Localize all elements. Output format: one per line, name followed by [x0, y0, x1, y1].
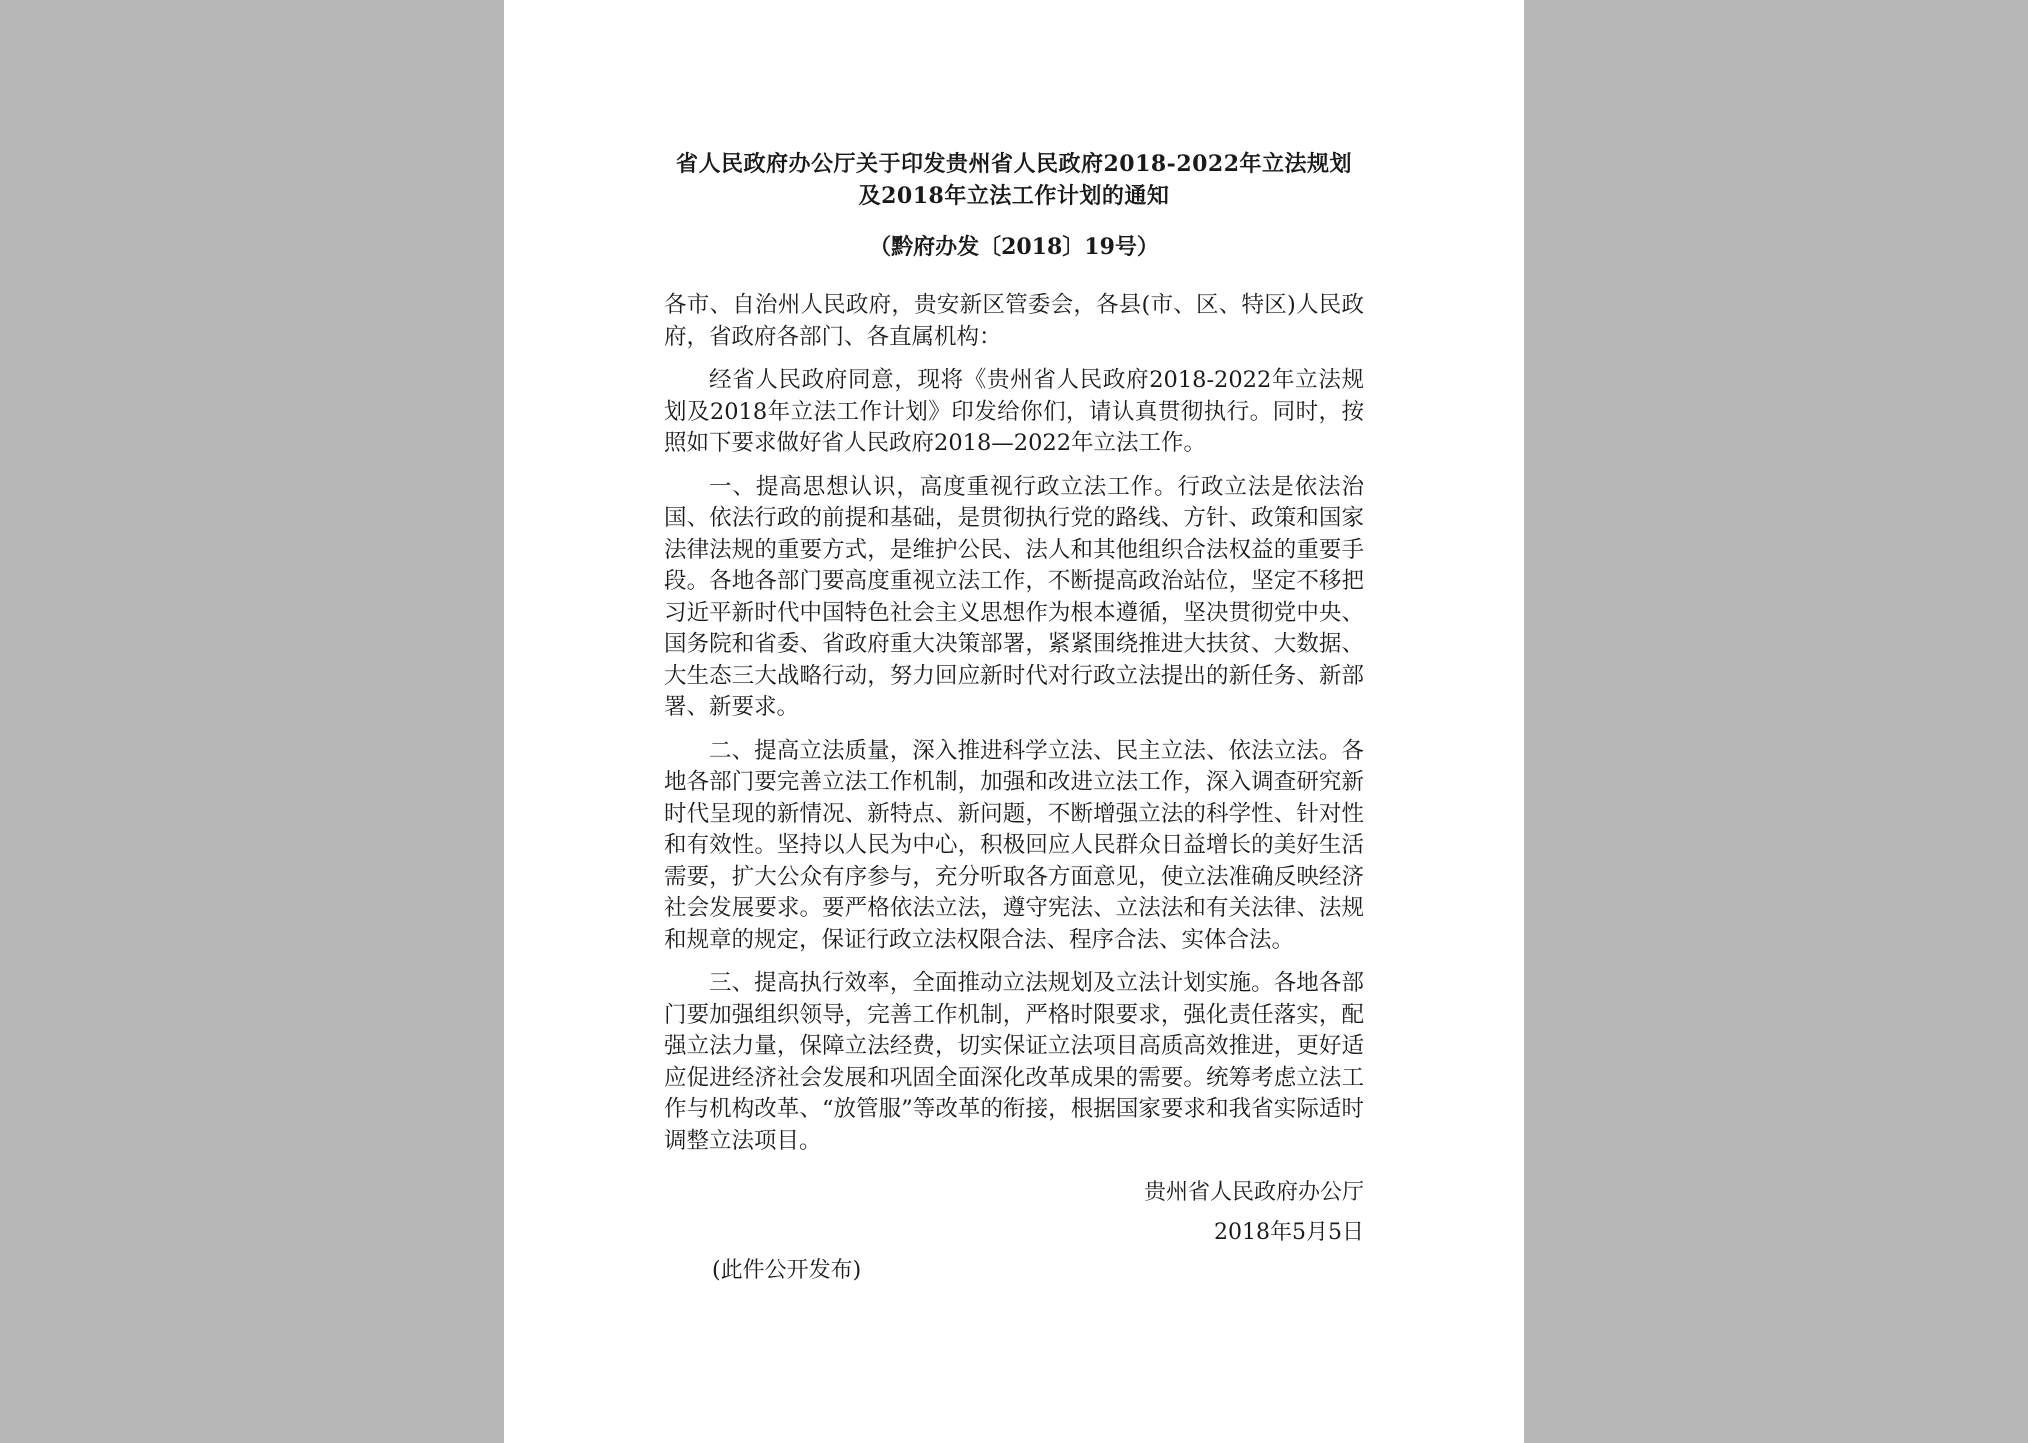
issue-date: 2018年5月5日: [1214, 1220, 1364, 1245]
paragraph-section-1: 一、提高思想认识，高度重视行政立法工作。行政立法是依法治国、依法行政的前提和基础，是贯彻执行党的路线、方针、政策和国家法律法规的重要方式，是维护公民、法人和其他组织合法权益的重要手段。各地各部门要高度重视立法工作，不断提高政治站位，坚定不移把习近平新时代中国特色社会主义思想作为根本遵循，坚决贯彻党中央、国务院和省委、省政府重大决策部署，紧紧围绕推进大扶贫、大数据、大生态三大战略行动，努力回应新时代对行政立法提出的新任务、新部署、新要求。: [664, 473, 1364, 720]
document-title: [664, 148, 1364, 212]
salutation: 各市、自治州人民政府，贵安新区管委会，各县(市、区、特区)人民政府，省政府各部门、各直属机构：: [664, 292, 1364, 350]
paragraph-section-2: 二、提高立法质量，深入推进科学立法、民主立法、依法立法。各地各部门要完善立法工作机制，加强和改进立法工作，深入调查研究新时代呈现的新情况、新特点、新问题，不断增强立法的科学性、针对性和有效性。坚持以人民为中心，积极回应人民群众日益增长的美好生活需要，扩大公众有序参与，充分听取各方面意见，使立法准确反映经济社会发展要求。要严格依法立法，遵守宪法、立法法和有关法律、法规和规章的规定，保证行政立法权限合法、程序合法、实体合法。: [664, 737, 1364, 953]
paragraph-intro: 经省人民政府同意，现将《贵州省人民政府2018-2022年立法规划及2018年立法工作计划》印发给你们，请认真贯彻执行。同时，按照如下要求做好省人民政府2018—2022年立法工作。: [664, 367, 1364, 456]
publication-note: (此件公开发布): [712, 1258, 862, 1283]
document-body: [664, 290, 1364, 1169]
title-line-1: 省人民政府办公厅关于印发贵州省人民政府2018-2022年立法规划: [675, 151, 1353, 177]
title-line-2: 及2018年立法工作计划的通知: [858, 183, 1170, 209]
document-page: [504, 0, 1524, 1443]
signature-block: [1144, 1173, 1364, 1253]
issuer: 贵州省人民政府办公厅: [1143, 1180, 1364, 1205]
paragraph-section-3: 三、提高执行效率，全面推动立法规划及立法计划实施。各地各部门要加强组织领导，完善工作机制，严格时限要求，强化责任落实，配强立法力量，保障立法经费，切实保证立法项目高质高效推进，更好适应促进经济社会发展和巩固全面深化改革成果的需要。统筹考虑立法工作与机构改革、“放管服”等改革的衔接，根据国家要求和我省实际适时调整立法项目。: [664, 970, 1364, 1154]
document-number: （黔府办发〔2018〕19号）: [869, 234, 1159, 260]
